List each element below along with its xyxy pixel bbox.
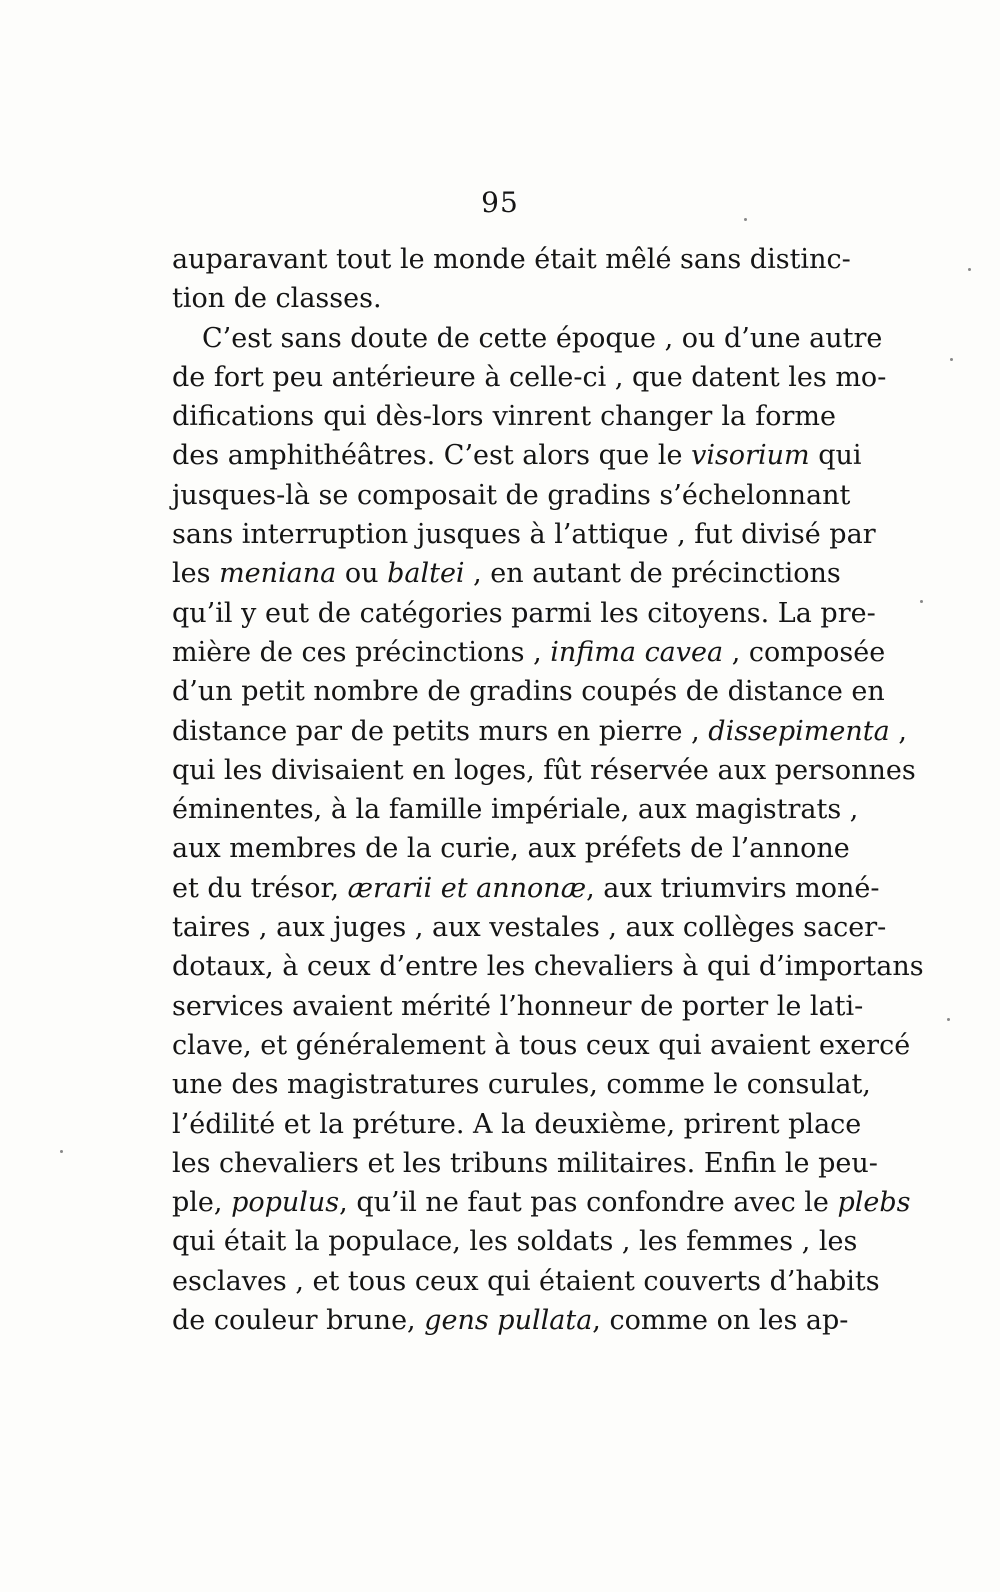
text-run: , comme on les ap- <box>592 1305 849 1337</box>
text-line <box>172 672 885 711</box>
text-run: dotaux, à ceux d’entre les chevaliers à qui d’importans <box>172 951 924 983</box>
text-line <box>172 1144 878 1183</box>
text-run: éminentes, à la famille impériale, aux magistrats , <box>172 794 859 826</box>
text-run: clave, et généralement à tous ceux qui avaient exercé <box>172 1029 911 1061</box>
text-line <box>172 476 851 515</box>
text-line <box>172 633 886 672</box>
text-run: qu’il y eut de catégories parmi les citoyens. La pre- <box>172 597 876 629</box>
text-run: l’édilité et la préture. A la deuxième, prirent place <box>172 1108 862 1140</box>
text-line <box>172 1065 871 1104</box>
scan-speck <box>920 600 923 603</box>
text-run: des amphithéâtres. C’est alors que le <box>172 440 692 472</box>
text-line <box>172 594 876 633</box>
text-line <box>172 869 880 908</box>
italic-term: ærarii et annonæ <box>347 872 587 904</box>
scan-speck <box>947 1018 950 1021</box>
scan-speck <box>968 268 971 271</box>
scan-speck <box>60 1150 63 1153</box>
text-run: tion de classes. <box>172 283 382 315</box>
text-line <box>172 515 876 554</box>
text-line <box>172 712 907 751</box>
text-run: de fort peu antérieure à celle-ci , que datent les mo- <box>172 361 887 393</box>
text-line <box>172 1183 911 1222</box>
text-line <box>172 947 924 986</box>
page-number: 95 <box>481 186 519 219</box>
text-run: qui était la populace, les soldats , les femmes , les <box>172 1226 858 1258</box>
text-run: distance par de petits murs en pierre , <box>172 715 709 747</box>
text-line <box>172 397 836 436</box>
text-run: esclaves , et tous ceux qui étaient couverts d’habits <box>172 1265 880 1297</box>
text-line <box>172 751 916 790</box>
text-run: ou <box>336 558 388 590</box>
italic-term: visorium <box>691 440 810 472</box>
text-line <box>172 240 851 279</box>
text-line <box>172 908 887 947</box>
text-run: les <box>172 558 220 590</box>
scan-speck <box>744 218 747 221</box>
text-run: mière de ces précinctions , <box>172 636 551 668</box>
text-run: les chevaliers et les tribuns militaires. Enfin le peu- <box>172 1147 878 1179</box>
text-run: une des magistratures curules, comme le consulat, <box>172 1069 871 1101</box>
text-line <box>172 436 862 475</box>
text-run: et du trésor, <box>172 872 348 904</box>
text-run: , en autant de précinctions <box>464 558 841 590</box>
text-line <box>172 829 850 868</box>
text-line <box>172 358 887 397</box>
text-run: jusques-là se composait de gradins s’échelonnant <box>172 479 851 511</box>
italic-term: infima cavea <box>550 636 724 668</box>
italic-term: plebs <box>837 1187 911 1219</box>
text-run: difications qui dès-lors vinrent changer la forme <box>172 401 836 433</box>
text-line <box>172 1026 911 1065</box>
text-run: C’est sans doute de cette époque , ou d’une autre <box>202 322 883 354</box>
text-run: sans interruption jusques à l’attique , fut divisé par <box>172 519 876 551</box>
text-run: ple, <box>172 1187 232 1219</box>
italic-term: dissepimenta <box>708 715 890 747</box>
text-line <box>172 554 841 593</box>
text-run: services avaient mérité l’honneur de porter le lati- <box>172 990 864 1022</box>
italic-term: meniana <box>219 558 337 590</box>
text-run: , composée <box>723 636 886 668</box>
text-line <box>172 1105 862 1144</box>
text-run: aux membres de la curie, aux préfets de l’annone <box>172 833 850 865</box>
text-run: taires , aux juges , aux vestales , aux collèges sacer- <box>172 912 887 944</box>
text-run: d’un petit nombre de gradins coupés de distance en <box>172 676 885 708</box>
text-line <box>172 1301 849 1340</box>
italic-term: populus <box>231 1187 340 1219</box>
text-run: de couleur brune, <box>172 1305 425 1337</box>
text-line <box>172 319 883 358</box>
body-text <box>172 240 924 1340</box>
text-run: , aux triumvirs moné- <box>586 872 880 904</box>
text-line <box>172 790 859 829</box>
text-line <box>172 1222 858 1261</box>
italic-term: gens pullata <box>424 1305 593 1337</box>
text-run: , <box>889 715 907 747</box>
text-run: qui <box>809 440 862 472</box>
scan-speck <box>950 358 953 361</box>
text-run: auparavant tout le monde était mêlé sans distinc- <box>172 244 851 275</box>
text-line <box>172 1262 880 1301</box>
text-line <box>172 987 864 1026</box>
italic-term: baltei <box>387 558 465 590</box>
text-run: , qu’il ne faut pas confondre avec le <box>339 1187 838 1219</box>
text-line <box>172 279 836 318</box>
text-run: qui les divisaient en loges, fût réservée aux personnes <box>172 754 916 786</box>
